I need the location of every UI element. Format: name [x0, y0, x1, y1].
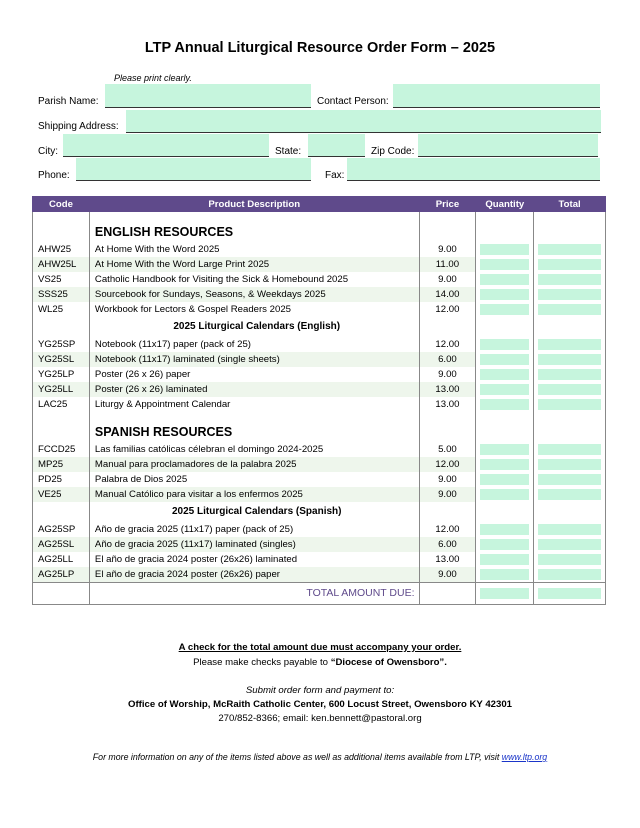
- table-row: [33, 242, 606, 257]
- quantity-input[interactable]: [480, 304, 529, 315]
- table-header-row: [33, 197, 606, 212]
- item-description: At Home With the Word 2025: [89, 242, 419, 257]
- total-quantity-input[interactable]: [480, 588, 529, 599]
- office-contact: 270/852-8366; email: ken.bennett@pastoral.org: [218, 713, 422, 724]
- header-code: Code: [33, 197, 90, 212]
- item-code: AG25LL: [33, 552, 90, 567]
- quantity-input[interactable]: [480, 384, 529, 395]
- item-price: 9.00: [419, 567, 476, 583]
- header-total: Total: [534, 197, 606, 212]
- item-price: 9.00: [419, 487, 476, 502]
- item-code: AHW25: [33, 242, 90, 257]
- table-row: [33, 302, 606, 317]
- item-price: 6.00: [419, 352, 476, 367]
- item-code: PD25: [33, 472, 90, 487]
- parish-name-input[interactable]: [105, 84, 311, 108]
- quantity-input[interactable]: [480, 244, 529, 255]
- section-row: [33, 317, 606, 337]
- item-code: AHW25L: [33, 257, 90, 272]
- state-input[interactable]: [308, 134, 365, 157]
- item-price: 14.00: [419, 287, 476, 302]
- contact-label: Contact Person:: [317, 96, 389, 107]
- fax-label: Fax:: [325, 170, 345, 181]
- section-row: [33, 212, 606, 242]
- item-code: VE25: [33, 487, 90, 502]
- table-row: [33, 522, 606, 537]
- item-price: 13.00: [419, 552, 476, 567]
- phone-label: Phone:: [38, 170, 70, 181]
- quantity-input[interactable]: [480, 569, 529, 580]
- quantity-input[interactable]: [480, 274, 529, 285]
- item-price: 9.00: [419, 367, 476, 382]
- page-title: LTP Annual Liturgical Resource Order Form – 2025: [144, 40, 496, 56]
- section-row: [33, 502, 606, 522]
- total-input[interactable]: [538, 339, 601, 350]
- table-row: [33, 272, 606, 287]
- item-code: AG25SP: [33, 522, 90, 537]
- item-description: Año de gracia 2025 (11x17) laminated (singles): [89, 537, 419, 552]
- item-code: YG25SL: [33, 352, 90, 367]
- total-input[interactable]: [538, 444, 601, 455]
- item-description: Manual para proclamadores de la palabra 2025: [89, 457, 419, 472]
- spanish-resources-heading: SPANISH RESOURCES: [89, 412, 419, 442]
- total-input[interactable]: [538, 259, 601, 270]
- table-row: [33, 457, 606, 472]
- total-input[interactable]: [538, 304, 601, 315]
- total-input[interactable]: [538, 369, 601, 380]
- table-row: [33, 487, 606, 502]
- item-description: Poster (26 x 26) paper: [89, 367, 419, 382]
- item-description: Notebook (11x17) laminated (single sheets): [89, 352, 419, 367]
- item-description: Poster (26 x 26) laminated: [89, 382, 419, 397]
- total-input[interactable]: [538, 289, 601, 300]
- item-description: Las familias católicas célebran el domingo 2024-2025: [89, 442, 419, 457]
- ltp-link[interactable]: www.ltp.org: [501, 752, 548, 762]
- total-input[interactable]: [538, 459, 601, 470]
- item-description: Catholic Handbook for Visiting the Sick & Homebound 2025: [89, 272, 419, 287]
- item-description: At Home With the Word Large Print 2025: [89, 257, 419, 272]
- header-price: Price: [419, 197, 476, 212]
- item-price: 9.00: [419, 472, 476, 487]
- total-input[interactable]: [538, 244, 601, 255]
- check-notice: A check for the total amount due must accompany your order.: [178, 642, 462, 653]
- item-price: 12.00: [419, 522, 476, 537]
- total-amount-input[interactable]: [538, 588, 601, 599]
- total-input[interactable]: [538, 554, 601, 565]
- total-input[interactable]: [538, 384, 601, 395]
- shipping-label: Shipping Address:: [38, 121, 119, 132]
- quantity-input[interactable]: [480, 539, 529, 550]
- item-description: Workbook for Lectors & Gospel Readers 2025: [89, 302, 419, 317]
- city-label: City:: [38, 146, 58, 157]
- item-description: El año de gracia 2024 poster (26x26) laminated: [89, 552, 419, 567]
- table-row: [33, 397, 606, 412]
- item-price: 12.00: [419, 337, 476, 352]
- quantity-input[interactable]: [480, 289, 529, 300]
- payable-line: Please make checks payable to “Diocese of Owensboro”.: [193, 657, 447, 668]
- calendars-english-heading: 2025 Liturgical Calendars (English): [89, 317, 419, 337]
- table-row: [33, 257, 606, 272]
- quantity-input[interactable]: [480, 399, 529, 410]
- item-code: FCCD25: [33, 442, 90, 457]
- city-input[interactable]: [63, 134, 269, 157]
- fax-input[interactable]: [347, 158, 600, 181]
- item-price: 5.00: [419, 442, 476, 457]
- quantity-input[interactable]: [480, 354, 529, 365]
- table-row: [33, 287, 606, 302]
- quantity-input[interactable]: [480, 369, 529, 380]
- total-input[interactable]: [538, 399, 601, 410]
- header-quantity: Quantity: [476, 197, 534, 212]
- item-price: 9.00: [419, 272, 476, 287]
- item-code: AG25LP: [33, 567, 90, 583]
- quantity-input[interactable]: [480, 459, 529, 470]
- item-price: 12.00: [419, 457, 476, 472]
- zip-code-input[interactable]: [418, 134, 598, 157]
- item-code: YG25SP: [33, 337, 90, 352]
- item-description: Manual Católico para visitar a los enfermos 2025: [89, 487, 419, 502]
- table-row: [33, 442, 606, 457]
- shipping-address-input[interactable]: [126, 110, 601, 133]
- item-code: VS25: [33, 272, 90, 287]
- table-row: [33, 337, 606, 352]
- item-price: 9.00: [419, 242, 476, 257]
- office-address: Office of Worship, McRaith Catholic Center, 600 Locust Street, Owensboro KY 42301: [127, 699, 513, 710]
- order-table: [32, 196, 606, 605]
- total-input[interactable]: [538, 354, 601, 365]
- contact-person-input[interactable]: [393, 84, 600, 108]
- item-code: LAC25: [33, 397, 90, 412]
- total-row: [33, 582, 606, 604]
- header-description: Product Description: [89, 197, 419, 212]
- item-description: Palabra de Dios 2025: [89, 472, 419, 487]
- item-description: Sourcebook for Sundays, Seasons, & Weekdays 2025: [89, 287, 419, 302]
- item-code: WL25: [33, 302, 90, 317]
- table-row: [33, 367, 606, 382]
- item-code: YG25LP: [33, 367, 90, 382]
- quantity-input[interactable]: [480, 474, 529, 485]
- phone-input[interactable]: [76, 158, 311, 181]
- state-label: State:: [275, 146, 302, 157]
- table-row: [33, 472, 606, 487]
- more-info: For more information on any of the items listed above as well as additional items available from LTP, visit www.ltp.org: [92, 752, 548, 762]
- quantity-input[interactable]: [480, 444, 529, 455]
- total-amount-label: TOTAL AMOUNT DUE:: [89, 582, 419, 604]
- quantity-input[interactable]: [480, 554, 529, 565]
- item-code: SSS25: [33, 287, 90, 302]
- table-row: [33, 382, 606, 397]
- print-note: Please print clearly.: [114, 73, 192, 83]
- item-description: Notebook (11x17) paper (pack of 25): [89, 337, 419, 352]
- english-resources-heading: ENGLISH RESOURCES: [89, 212, 419, 242]
- table-row: [33, 352, 606, 367]
- item-price: 11.00: [419, 257, 476, 272]
- quantity-input[interactable]: [480, 524, 529, 535]
- item-price: 6.00: [419, 537, 476, 552]
- item-price: 12.00: [419, 302, 476, 317]
- total-input[interactable]: [538, 274, 601, 285]
- table-row: [33, 567, 606, 583]
- item-description: Liturgy & Appointment Calendar: [89, 397, 419, 412]
- section-row: [33, 412, 606, 442]
- item-price: 13.00: [419, 397, 476, 412]
- item-description: El año de gracia 2024 poster (26x26) paper: [89, 567, 419, 583]
- submit-line: Submit order form and payment to:: [245, 685, 395, 696]
- item-description: Año de gracia 2025 (11x17) paper (pack of 25): [89, 522, 419, 537]
- total-input[interactable]: [538, 524, 601, 535]
- quantity-input[interactable]: [480, 339, 529, 350]
- table-row: [33, 537, 606, 552]
- quantity-input[interactable]: [480, 489, 529, 500]
- item-code: YG25LL: [33, 382, 90, 397]
- quantity-input[interactable]: [480, 259, 529, 270]
- item-price: 13.00: [419, 382, 476, 397]
- total-input[interactable]: [538, 474, 601, 485]
- parish-label: Parish Name:: [38, 96, 99, 107]
- table-row: [33, 552, 606, 567]
- zip-label: Zip Code:: [371, 146, 415, 157]
- total-input[interactable]: [538, 539, 601, 550]
- total-input[interactable]: [538, 569, 601, 580]
- item-code: MP25: [33, 457, 90, 472]
- calendars-spanish-heading: 2025 Liturgical Calendars (Spanish): [89, 502, 419, 522]
- item-code: AG25SL: [33, 537, 90, 552]
- total-input[interactable]: [538, 489, 601, 500]
